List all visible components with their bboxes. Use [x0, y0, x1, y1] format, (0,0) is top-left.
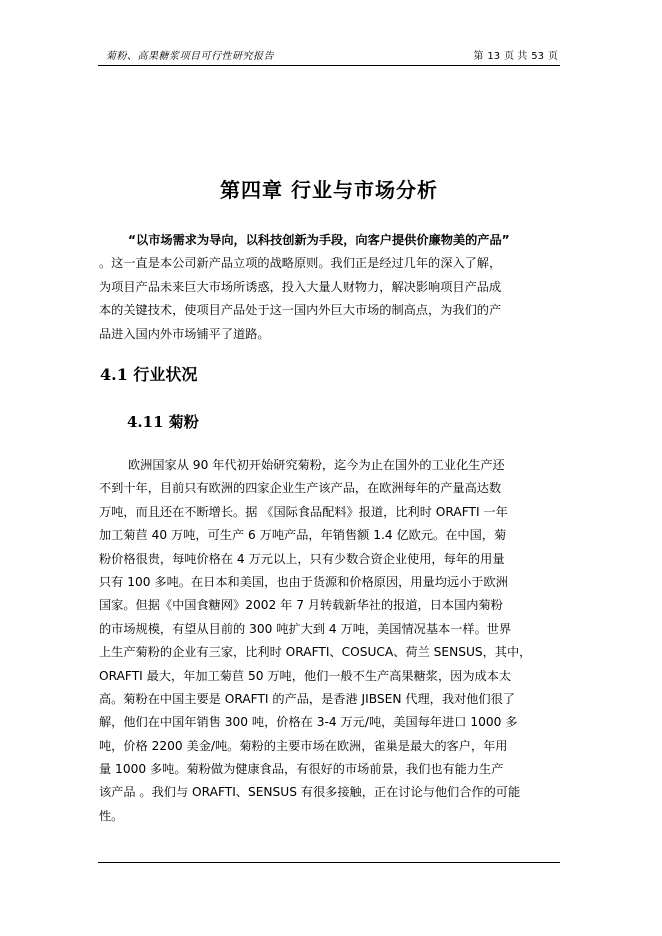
body-line: 上生产菊粉的企业有三家，比利时 ORAFTI、COSUCA、荷兰 SENSUS，其中， [99, 645, 532, 660]
intro-paragraph [99, 229, 549, 346]
body-line: 高。菊粉在中国主要是 ORAFTI 的产品，是香港 JIBSEN 代理，我对他们很了 [99, 691, 515, 706]
intro-line: 。这一直是本公司新产品立项的战略原则。我们正是经过几年的深入了解， [99, 256, 502, 271]
body-line: 欧洲国家从 90 年代初开始研究菊粉，迄今为止在国外的工业化生产还 [128, 458, 505, 472]
body-line: 解，他们在中国年销售 300 吨，价格在 3-4 万元/吨，美国每年进口 1000 多 [99, 715, 518, 730]
intro-line: 为项目产品未来巨大市场所诱惑，投入大量人财物力，解决影响项目产品成 [99, 279, 502, 294]
body-line: 的市场规模，有望从目前的 300 吨扩大到 4 万吨，美国情况基本一样。世界 [99, 621, 512, 636]
inulin-paragraph [99, 454, 549, 828]
intro-quote: “以市场需求为导向，以科技创新为手段，向客户提供价廉物美的产品” [128, 233, 510, 247]
body-line: 粉价格很贵，每吨价格在 4 万元以上，只有少数合资企业使用，每年的用量 [99, 551, 505, 566]
page-total: 53 [531, 51, 544, 62]
body-line: 该产品 。我们与 ORAFTI、SENSUS 有很多接触，正在讨论与他们合作的可能 [99, 785, 521, 800]
body-line: 不到十年，目前只有欧洲的四家企业生产该产品，在欧洲每年的产量高达数 [99, 481, 502, 496]
page-prefix: 第 [473, 51, 484, 62]
page-header [98, 47, 560, 66]
body-line: 吨，价格 2200 美金/吨。菊粉的主要市场在欧洲，雀巢是最大的客户，年用 [99, 738, 508, 753]
page-mid: 页 共 [504, 51, 528, 62]
page-current: 13 [487, 51, 501, 62]
subsection-heading: 4.11 菊粉 [127, 413, 199, 431]
body-line: 量 1000 多吨。菊粉做为健康食品，有很好的市场前景，我们也有能力生产 [99, 762, 504, 777]
body-line: 加工菊苣 40 万吨，可生产 6 万吨产品，年销售额 1.4 亿欧元。在中国，菊 [99, 528, 507, 543]
footer-divider [98, 862, 560, 863]
intro-line: 品进入国内外市场铺平了道路。 [99, 326, 270, 341]
header-page-number [473, 47, 558, 62]
body-line: ORAFTI 最大，年加工菊苣 50 万吨，他们一般不生产高果糖浆，因为成本太 [99, 668, 512, 683]
chapter-title: 第四章 行业与市场分析 [220, 178, 438, 202]
intro-line: 本的关键技术，使项目产品处于这一国内外巨大市场的制高点，为我们的产 [99, 303, 502, 318]
body-line: 万吨，而且还在不断增长。据 《国际食品配料》报道，比利时 ORAFTI 一年 [99, 504, 508, 519]
header-title: 菊粉、高果糖浆项目可行性研究报告 [106, 51, 274, 62]
section-heading: 4.1 行业状况 [100, 365, 198, 384]
body-line: 性。 [99, 808, 124, 823]
page-suffix: 页 [548, 51, 558, 62]
body-line: 只有 100 多吨。在日本和美国，也由于货源和价格原因，用量均远小于欧洲 [99, 574, 508, 589]
body-line: 国家。但据《中国食糖网》2002 年 7 月转载新华社的报道，日本国内菊粉 [99, 598, 503, 613]
